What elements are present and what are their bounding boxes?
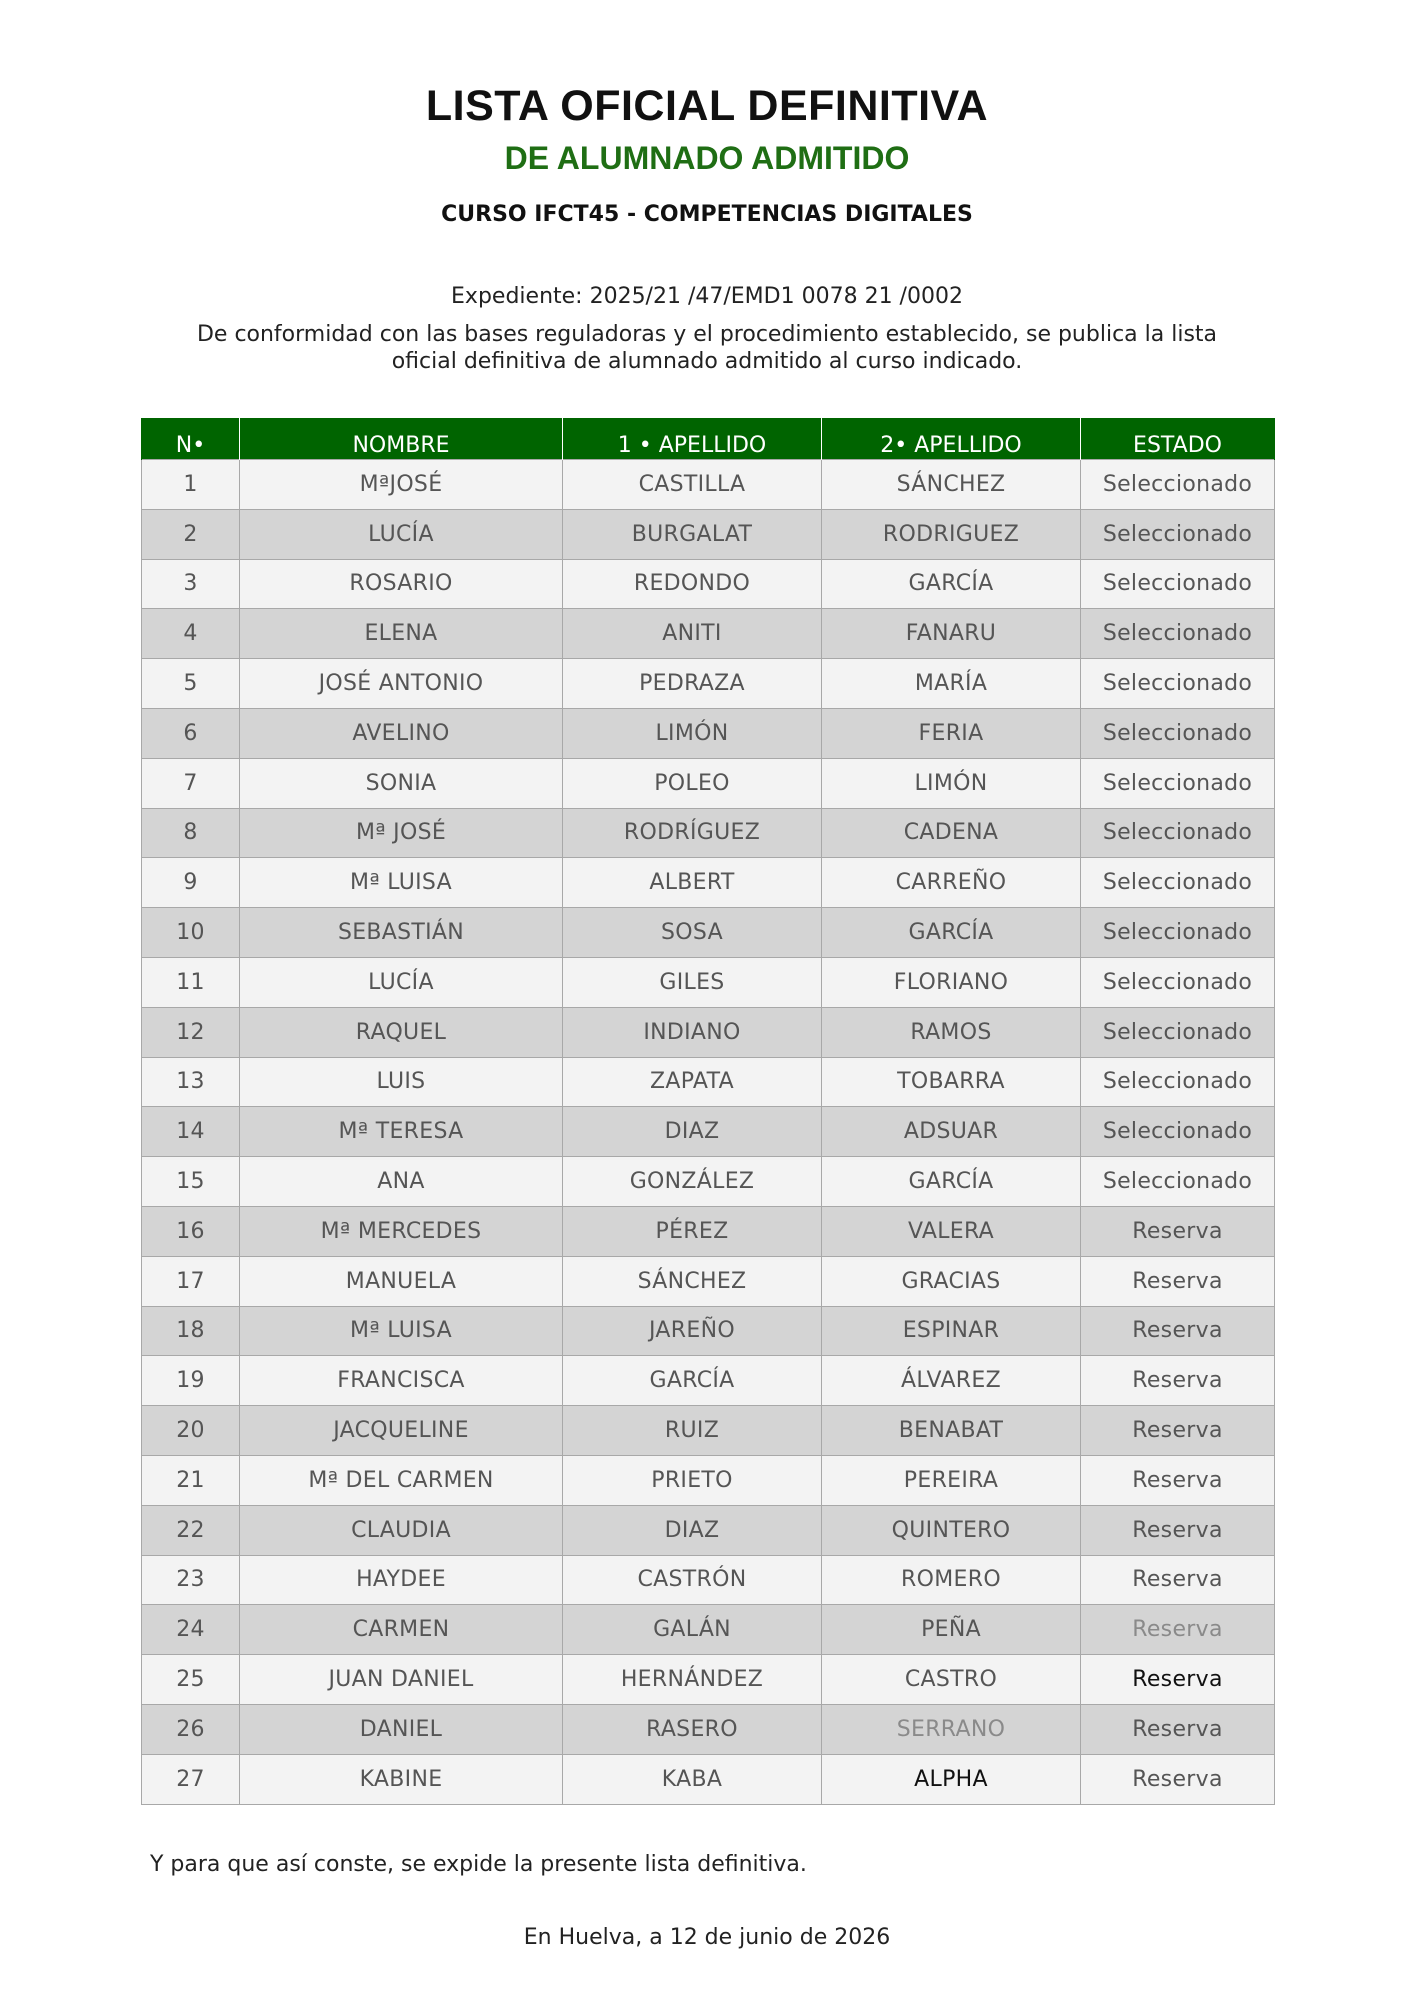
cell-first-surname: ALBERT	[563, 858, 822, 908]
cell-number: 25	[142, 1655, 240, 1705]
cell-first-surname: POLEO	[563, 758, 822, 808]
cell-first-surname: DIAZ	[563, 1107, 822, 1157]
table-row	[142, 509, 1275, 559]
cell-number: 14	[142, 1107, 240, 1157]
table-row	[142, 559, 1275, 609]
cell-second-surname: TOBARRA	[822, 1057, 1081, 1107]
cell-first-surname: PEDRAZA	[563, 659, 822, 709]
cell-number: 18	[142, 1306, 240, 1356]
cell-number: 22	[142, 1505, 240, 1555]
cell-first-surname: PRIETO	[563, 1455, 822, 1505]
table-row	[142, 1057, 1275, 1107]
cell-second-surname: FLORIANO	[822, 957, 1081, 1007]
cell-status: Seleccionado	[1081, 957, 1275, 1007]
table-row	[142, 609, 1275, 659]
cell-name: KABINE	[240, 1754, 563, 1804]
cell-number: 15	[142, 1157, 240, 1207]
cell-second-surname: MARÍA	[822, 659, 1081, 709]
cell-second-surname: ALPHA	[822, 1754, 1081, 1804]
cell-second-surname: CADENA	[822, 808, 1081, 858]
cell-status: Seleccionado	[1081, 559, 1275, 609]
column-header-first-surname: 1 • APELLIDO	[563, 418, 822, 460]
cell-status: Reserva	[1081, 1356, 1275, 1406]
place-and-date: En Huelva, a 12 de junio de 2026	[523, 1925, 891, 1950]
cell-second-surname: SÁNCHEZ	[822, 460, 1081, 510]
cell-first-surname: SOSA	[563, 908, 822, 958]
admitted-students-table	[141, 418, 1275, 1805]
cell-name: HAYDEE	[240, 1555, 563, 1605]
cell-first-surname: KABA	[563, 1754, 822, 1804]
expediente-reference: Expediente: 2025/21 /47/EMD1 0078 21 /0002	[451, 284, 963, 309]
column-header-number: N•	[142, 418, 240, 460]
cell-first-surname: GARCÍA	[563, 1356, 822, 1406]
cell-first-surname: ANITI	[563, 609, 822, 659]
table-row	[142, 808, 1275, 858]
cell-second-surname: CASTRO	[822, 1655, 1081, 1705]
cell-status: Reserva	[1081, 1206, 1275, 1256]
cell-name: Mª DEL CARMEN	[240, 1455, 563, 1505]
cell-first-surname: INDIANO	[563, 1007, 822, 1057]
cell-first-surname: HERNÁNDEZ	[563, 1655, 822, 1705]
cell-name: JOSÉ ANTONIO	[240, 659, 563, 709]
cell-status: Reserva	[1081, 1754, 1275, 1804]
table-header-row	[142, 418, 1275, 460]
cell-second-surname: BENABAT	[822, 1406, 1081, 1456]
cell-number: 11	[142, 957, 240, 1007]
cell-name: CLAUDIA	[240, 1505, 563, 1555]
cell-status: Seleccionado	[1081, 908, 1275, 958]
cell-number: 8	[142, 808, 240, 858]
cell-status: Reserva	[1081, 1306, 1275, 1356]
cell-number: 24	[142, 1605, 240, 1655]
cell-number: 9	[142, 858, 240, 908]
cell-first-surname: RODRÍGUEZ	[563, 808, 822, 858]
table-row	[142, 1256, 1275, 1306]
table-row	[142, 460, 1275, 510]
cell-number: 2	[142, 509, 240, 559]
cell-number: 7	[142, 758, 240, 808]
cell-name: LUCÍA	[240, 509, 563, 559]
table-row	[142, 1306, 1275, 1356]
cell-status: Seleccionado	[1081, 708, 1275, 758]
table-row	[142, 1704, 1275, 1754]
cell-status: Reserva	[1081, 1655, 1275, 1705]
cell-number: 16	[142, 1206, 240, 1256]
cell-number: 5	[142, 659, 240, 709]
cell-first-surname: REDONDO	[563, 559, 822, 609]
cell-number: 13	[142, 1057, 240, 1107]
cell-first-surname: SÁNCHEZ	[563, 1256, 822, 1306]
cell-name: Mª JOSÉ	[240, 808, 563, 858]
cell-first-surname: LIMÓN	[563, 708, 822, 758]
cell-number: 17	[142, 1256, 240, 1306]
cell-second-surname: FANARU	[822, 609, 1081, 659]
cell-name: LUIS	[240, 1057, 563, 1107]
cell-status: Reserva	[1081, 1256, 1275, 1306]
cell-name: DANIEL	[240, 1704, 563, 1754]
cell-number: 6	[142, 708, 240, 758]
cell-name: ROSARIO	[240, 559, 563, 609]
cell-first-surname: RASERO	[563, 1704, 822, 1754]
cell-second-surname: ADSUAR	[822, 1107, 1081, 1157]
cell-status: Seleccionado	[1081, 509, 1275, 559]
cell-number: 27	[142, 1754, 240, 1804]
cell-name: MªJOSÉ	[240, 460, 563, 510]
table-row	[142, 1605, 1275, 1655]
table-row	[142, 1206, 1275, 1256]
cell-name: FRANCISCA	[240, 1356, 563, 1406]
cell-first-surname: DIAZ	[563, 1505, 822, 1555]
table-row	[142, 1007, 1275, 1057]
cell-second-surname: PEÑA	[822, 1605, 1081, 1655]
cell-status: Reserva	[1081, 1455, 1275, 1505]
column-header-second-surname: 2• APELLIDO	[822, 418, 1081, 460]
cell-number: 4	[142, 609, 240, 659]
cell-status: Reserva	[1081, 1704, 1275, 1754]
intro-paragraph: De conformidad con las bases reguladoras y el procedimiento establecido, se publica la lista oficial definitiva de alumnado admitido al curso indicado.	[196, 322, 1218, 374]
cell-first-surname: GALÁN	[563, 1605, 822, 1655]
cell-status: Seleccionado	[1081, 659, 1275, 709]
table-row	[142, 908, 1275, 958]
cell-number: 3	[142, 559, 240, 609]
cell-name: AVELINO	[240, 708, 563, 758]
cell-number: 19	[142, 1356, 240, 1406]
cell-status: Seleccionado	[1081, 1107, 1275, 1157]
cell-second-surname: ÁLVAREZ	[822, 1356, 1081, 1406]
cell-status: Reserva	[1081, 1555, 1275, 1605]
cell-status: Seleccionado	[1081, 808, 1275, 858]
column-header-name: NOMBRE	[240, 418, 563, 460]
cell-first-surname: PÉREZ	[563, 1206, 822, 1256]
table-row	[142, 1356, 1275, 1406]
table-row	[142, 1505, 1275, 1555]
cell-first-surname: CASTILLA	[563, 460, 822, 510]
cell-name: SEBASTIÁN	[240, 908, 563, 958]
table-row	[142, 758, 1275, 808]
cell-second-surname: GARCÍA	[822, 1157, 1081, 1207]
cell-first-surname: CASTRÓN	[563, 1555, 822, 1605]
cell-second-surname: QUINTERO	[822, 1505, 1081, 1555]
cell-first-surname: GONZÁLEZ	[563, 1157, 822, 1207]
column-header-status: ESTADO	[1081, 418, 1275, 460]
cell-second-surname: LIMÓN	[822, 758, 1081, 808]
cell-second-surname: ESPINAR	[822, 1306, 1081, 1356]
cell-first-surname: JAREÑO	[563, 1306, 822, 1356]
table-row	[142, 1406, 1275, 1456]
table-row	[142, 1655, 1275, 1705]
cell-name: ANA	[240, 1157, 563, 1207]
cell-second-surname: ROMERO	[822, 1555, 1081, 1605]
cell-number: 21	[142, 1455, 240, 1505]
document-subtitle: DE ALUMNADO ADMITIDO	[504, 140, 910, 176]
course-name: CURSO IFCT45 - COMPETENCIAS DIGITALES	[441, 202, 973, 227]
cell-name: MANUELA	[240, 1256, 563, 1306]
cell-status: Seleccionado	[1081, 1157, 1275, 1207]
cell-name: Mª MERCEDES	[240, 1206, 563, 1256]
cell-name: RAQUEL	[240, 1007, 563, 1057]
cell-status: Seleccionado	[1081, 1007, 1275, 1057]
table-row	[142, 858, 1275, 908]
table-row	[142, 708, 1275, 758]
table-row	[142, 659, 1275, 709]
table-row	[142, 1107, 1275, 1157]
document-title: LISTA OFICIAL DEFINITIVA	[425, 82, 989, 130]
cell-number: 26	[142, 1704, 240, 1754]
cell-first-surname: RUIZ	[563, 1406, 822, 1456]
cell-status: Reserva	[1081, 1505, 1275, 1555]
cell-second-surname: VALERA	[822, 1206, 1081, 1256]
cell-number: 10	[142, 908, 240, 958]
cell-first-surname: ZAPATA	[563, 1057, 822, 1107]
cell-second-surname: GRACIAS	[822, 1256, 1081, 1306]
cell-name: Mª TERESA	[240, 1107, 563, 1157]
cell-number: 20	[142, 1406, 240, 1456]
cell-number: 12	[142, 1007, 240, 1057]
cell-second-surname: CARREÑO	[822, 858, 1081, 908]
cell-status: Reserva	[1081, 1605, 1275, 1655]
cell-status: Reserva	[1081, 1406, 1275, 1456]
cell-name: CARMEN	[240, 1605, 563, 1655]
cell-name: Mª LUISA	[240, 858, 563, 908]
cell-name: Mª LUISA	[240, 1306, 563, 1356]
cell-number: 1	[142, 460, 240, 510]
table-row	[142, 1754, 1275, 1804]
closing-statement: Y para que así conste, se expide la presente lista definitiva.	[150, 1852, 807, 1877]
cell-name: JUAN DANIEL	[240, 1655, 563, 1705]
cell-status: Seleccionado	[1081, 858, 1275, 908]
table-row	[142, 1455, 1275, 1505]
table-row	[142, 1555, 1275, 1605]
cell-second-surname: PEREIRA	[822, 1455, 1081, 1505]
cell-second-surname: SERRANO	[822, 1704, 1081, 1754]
cell-name: JACQUELINE	[240, 1406, 563, 1456]
cell-name: SONIA	[240, 758, 563, 808]
cell-status: Seleccionado	[1081, 609, 1275, 659]
table-body	[142, 460, 1275, 1805]
cell-first-surname: BURGALAT	[563, 509, 822, 559]
cell-second-surname: FERIA	[822, 708, 1081, 758]
cell-name: LUCÍA	[240, 957, 563, 1007]
cell-name: ELENA	[240, 609, 563, 659]
cell-number: 23	[142, 1555, 240, 1605]
cell-first-surname: GILES	[563, 957, 822, 1007]
cell-second-surname: GARCÍA	[822, 559, 1081, 609]
cell-second-surname: GARCÍA	[822, 908, 1081, 958]
table-row	[142, 1157, 1275, 1207]
cell-second-surname: RAMOS	[822, 1007, 1081, 1057]
table-row	[142, 957, 1275, 1007]
cell-status: Seleccionado	[1081, 758, 1275, 808]
cell-second-surname: RODRIGUEZ	[822, 509, 1081, 559]
cell-status: Seleccionado	[1081, 1057, 1275, 1107]
cell-status: Seleccionado	[1081, 460, 1275, 510]
